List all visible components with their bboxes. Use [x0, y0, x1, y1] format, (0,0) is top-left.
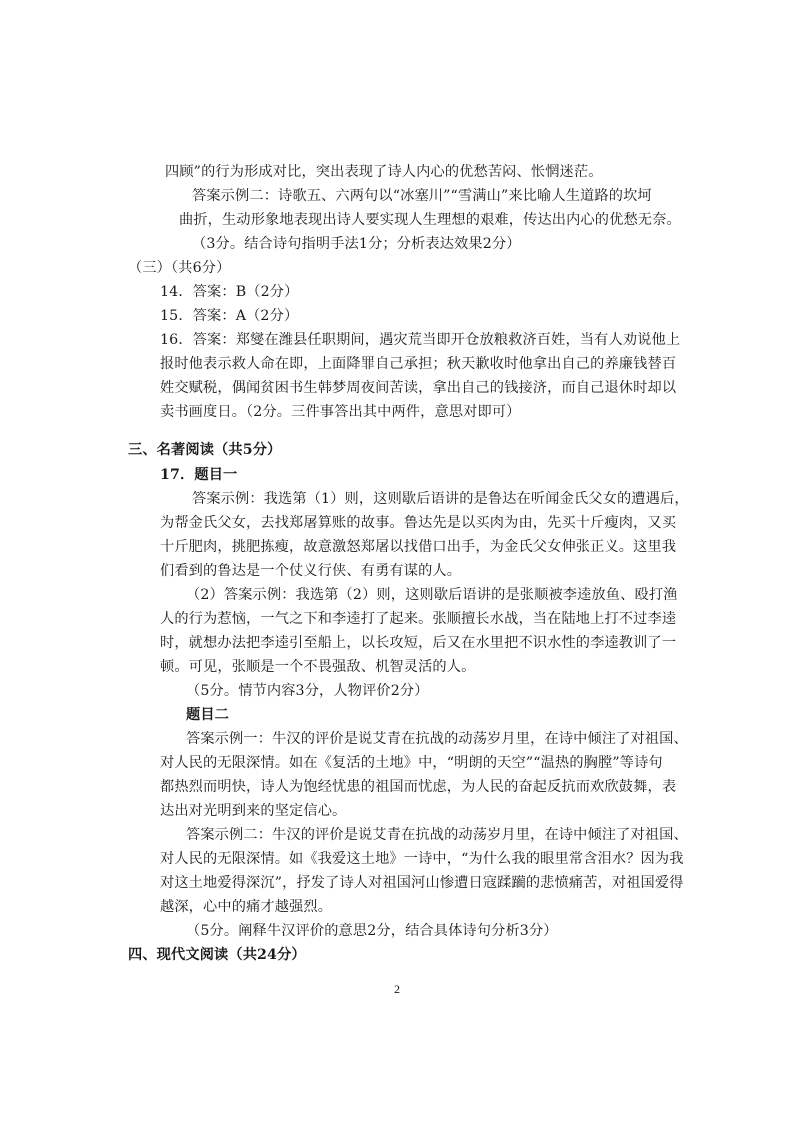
text-line: 顿。可见，张顺是一个不畏强敌、机智灵活的人。	[160, 659, 476, 675]
text-line: 报时他表示救人命在即，上面降罪自己承担；秋天歉收时他拿出自己的养廉钱替百	[160, 356, 677, 372]
text-line: （5分。情节内容3分，人物评价2分）	[186, 683, 429, 699]
text-line: 对人民的无限深情。如《我爱这土地》一诗中，“为什么我的眼里常含泪水？因为我	[160, 851, 684, 867]
question-heading: 题目二	[186, 707, 230, 723]
text-line: 人的行为惹恼，一气之下和李逵打了起来。张顺擅长水战，当在陆地上打不过李逵	[160, 611, 677, 627]
page-number: 2	[394, 982, 400, 996]
text-line: 四顾”的行为形成对比，突出表现了诗人内心的优愁苦闷、怅惘迷茫。	[165, 164, 603, 180]
text-line: 达出对光明到来的坚定信心。	[160, 803, 347, 819]
text-line: 答案示例二：牛汉的评价是说艾青在抗战的动荡岁月里，在诗中倾注了对祖国、	[186, 827, 688, 843]
question-heading: 17．题目一	[160, 467, 238, 483]
text-line: 14．答案：B（2分）	[160, 284, 299, 300]
text-line: 答案示例二：诗歌五、六两句以“冰塞川”“雪满山”来比喻人生道路的坎坷	[192, 188, 652, 204]
text-line: 们看到的鲁达是一个仗义行侠、有勇有谋的人。	[160, 563, 462, 579]
text-line: 都热烈而明快，诗人为饱经忧患的祖国而忧虑，为人民的奋起反抗而欢欣鼓舞，表	[160, 779, 677, 795]
text-line: 为帮金氏父女，去找郑屠算账的故事。鲁达先是以买肉为由，先买十斤瘦肉，又买	[160, 515, 677, 531]
text-line: 姓交赋税，偶闻贫困书生韩梦周夜间苦读，拿出自己的钱接济，而自己退休时却以	[160, 380, 677, 396]
text-line: 对这土地爱得深沉”，抒发了诗人对祖国河山惨遭日寇蹂躏的悲愤痛苦，对祖国爱得	[160, 875, 684, 891]
text-line: 16．答案：郑燮在潍县任职期间，遇灾荒当即开仓放粮救济百姓，当有人劝说他上	[160, 332, 681, 348]
text-line: 越深，心中的痛才越强烈。	[160, 899, 333, 915]
section-heading: 四、现代文阅读（共24分）	[128, 947, 306, 963]
text-line: 15．答案：A（2分）	[160, 308, 299, 324]
text-line: （5分。阐释牛汉评价的意思2分，结合具体诗句分析3分）	[186, 923, 558, 939]
text-line: 时，就想办法把李逵引至船上，以长攻短，后又在水里把不识水性的李逵教训了一	[160, 635, 677, 651]
section-heading: 三、名著阅读（共5分）	[128, 442, 282, 458]
text-line: 答案示例：我选第（1）则，这则歇后语讲的是鲁达在听闻金氏父女的遭遇后，	[192, 491, 689, 507]
text-line: 十斤肥肉，挑肥拣瘦，故意激怒郑屠以找借口出手，为金氏父女伸张正义。这里我	[160, 539, 677, 555]
text-line: 曲折，生动形象地表现出诗人要实现人生理想的艰难，传达出内心的优愁无奈。	[179, 212, 681, 228]
text-line: （2）答案示例：我选第（2）则，这则歇后语讲的是张顺被李逵放鱼、殴打渔	[186, 587, 678, 603]
text-line: 卖书画度日。（2分。三件事答出其中两件，意思对即可）	[160, 404, 521, 420]
section-heading: （三）（共6分）	[128, 260, 231, 276]
text-line: 答案示例一：牛汉的评价是说艾青在抗战的动荡岁月里，在诗中倾注了对祖国、	[186, 731, 688, 747]
text-line: 对人民的无限深情。如在《复活的土地》中，“明朗的天空”“温热的胸膛”等诗句	[160, 755, 663, 771]
text-line: （3分。结合诗句指明手法1分；分析表达效果2分）	[192, 236, 521, 252]
